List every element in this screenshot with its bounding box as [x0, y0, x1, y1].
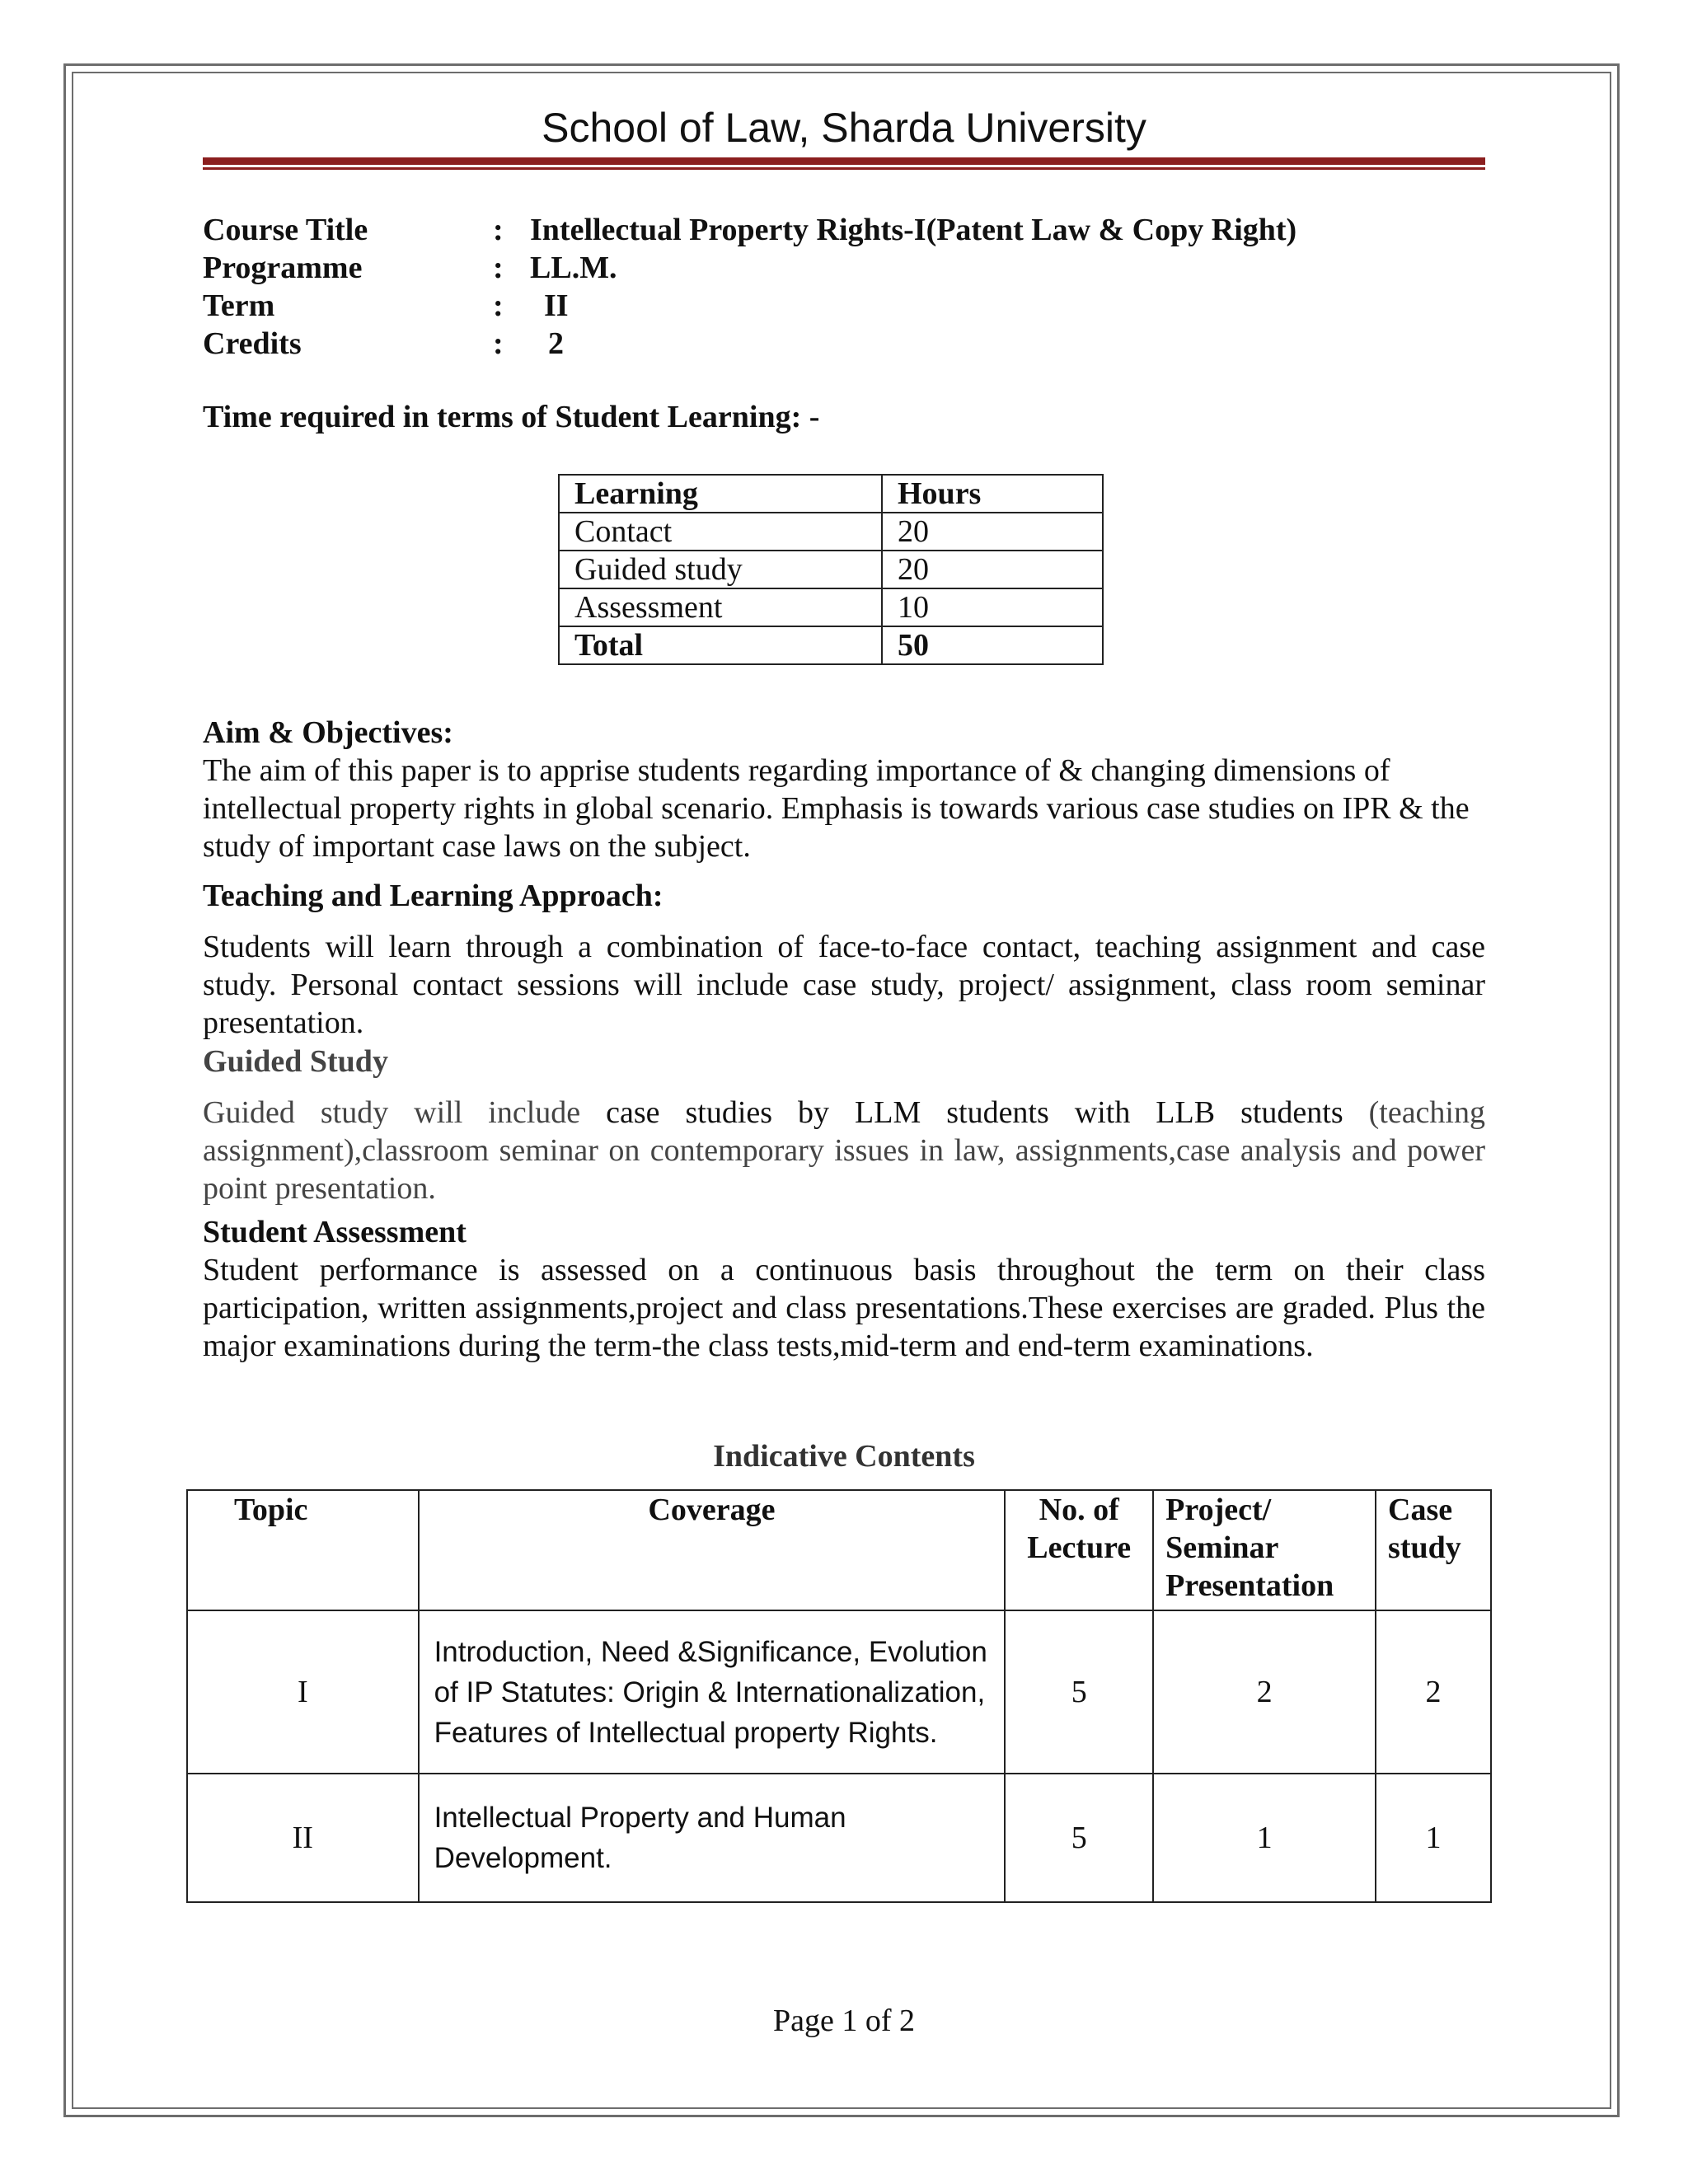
indicative-contents-table	[186, 1489, 1492, 1903]
column-header: Hours	[882, 475, 1103, 513]
topic-cell: II	[187, 1774, 419, 1902]
aim-heading: Aim & Objectives:	[203, 715, 453, 750]
assessment-section	[203, 1213, 1485, 1365]
table-cell: Total	[559, 626, 882, 664]
term-value: II	[544, 288, 569, 323]
project-cell: 1	[1153, 1774, 1376, 1902]
programme-label: Programme	[203, 251, 363, 285]
table-header-row	[559, 475, 1103, 513]
term-label: Term	[203, 288, 275, 323]
table-row	[559, 588, 1103, 626]
column-header: Learning	[559, 475, 882, 513]
column-header-project: Project/ Seminar Presentation	[1153, 1490, 1376, 1610]
table-cell: Guided study	[559, 551, 882, 588]
course-details	[203, 211, 1296, 363]
topic-cell: I	[187, 1610, 419, 1774]
table-row	[187, 1774, 1491, 1902]
column-header-lecture: No. of Lecture	[1005, 1490, 1153, 1610]
coverage-cell: Introduction, Need &Significance, Evolution of IP Statutes: Origin & Internationalization, Features of Intellectual property Rights.	[419, 1610, 1006, 1774]
credits-value: 2	[548, 326, 564, 361]
credits-label: Credits	[203, 326, 302, 361]
table-total-row	[559, 626, 1103, 664]
case-cell: 2	[1376, 1610, 1491, 1774]
case-cell: 1	[1376, 1774, 1491, 1902]
teaching-body: Students will learn through a combination of face-to-face contact, teaching assignment and case study. Personal contact sessions will include case study, project/ assignment, class room seminar presentation.	[203, 930, 1485, 1040]
page-title: School of Law, Sharda University	[542, 105, 1146, 151]
lecture-cell: 5	[1005, 1610, 1153, 1774]
indicative-title: Indicative Contents	[713, 1439, 975, 1474]
aim-section	[203, 714, 1485, 865]
guided-body	[203, 1094, 1485, 1207]
project-cell: 2	[1153, 1610, 1376, 1774]
teaching-heading: Teaching and Learning Approach:	[203, 879, 663, 913]
table-header-row	[187, 1490, 1491, 1610]
column-header-topic: Topic	[187, 1490, 419, 1610]
table-cell: 20	[882, 551, 1103, 588]
separator: :	[493, 288, 504, 323]
programme-value: LL.M.	[530, 251, 617, 285]
guided-heading: Guided Study	[203, 1044, 388, 1079]
course-title-label: Course Title	[203, 213, 368, 247]
teaching-section	[203, 877, 1485, 1042]
guided-body-part: case studies by LLM students with LLB students	[606, 1095, 1369, 1130]
table-row	[187, 1610, 1491, 1774]
learning-hours-table	[558, 474, 1104, 665]
table-cell: 20	[882, 513, 1103, 551]
page-number: Page 1 of 2	[772, 2004, 916, 2038]
table-cell: Assessment	[559, 588, 882, 626]
guided-body-part: (teaching assignment),classroom seminar on contemporary issues in law, assignments,case analysis and power point presentation.	[203, 1095, 1485, 1206]
column-header-coverage: Coverage	[419, 1490, 1006, 1610]
table-cell: 10	[882, 588, 1103, 626]
credits-row	[203, 325, 1296, 363]
guided-body-part: Guided study will include	[203, 1095, 607, 1130]
programme-row	[203, 249, 1296, 287]
lecture-cell: 5	[1005, 1774, 1153, 1902]
guided-section	[203, 1043, 1485, 1207]
header-rule-thin	[203, 167, 1485, 170]
table-row	[559, 551, 1103, 588]
separator: :	[493, 251, 504, 285]
table-row	[559, 513, 1103, 551]
table-cell: 50	[882, 626, 1103, 664]
header-rule	[203, 157, 1485, 165]
course-title-row	[203, 211, 1296, 249]
table-cell: Contact	[559, 513, 882, 551]
separator: :	[493, 213, 504, 247]
coverage-cell: Intellectual Property and Human Development.	[419, 1774, 1006, 1902]
aim-body: The aim of this paper is to apprise students regarding importance of & changing dimensions of intellectual property rights in global scenario. Emphasis is towards various case studies on IPR & the study of important case laws on the subject.	[203, 753, 1470, 864]
column-header-case: Case study	[1376, 1490, 1491, 1610]
course-title-value: Intellectual Property Rights-I(Patent Law & Copy Right)	[530, 213, 1297, 247]
assessment-body: Student performance is assessed on a continuous basis throughout the term on their class participation, written assignments,project and class presentations.These exercises are graded. Plus the major examinations during the term-the class tests,mid-term and end-term examinations.	[203, 1253, 1485, 1363]
separator: :	[493, 326, 504, 361]
time-heading: Time required in terms of Student Learning: -	[203, 400, 820, 434]
assessment-heading: Student Assessment	[203, 1215, 467, 1249]
term-row	[203, 287, 1296, 325]
